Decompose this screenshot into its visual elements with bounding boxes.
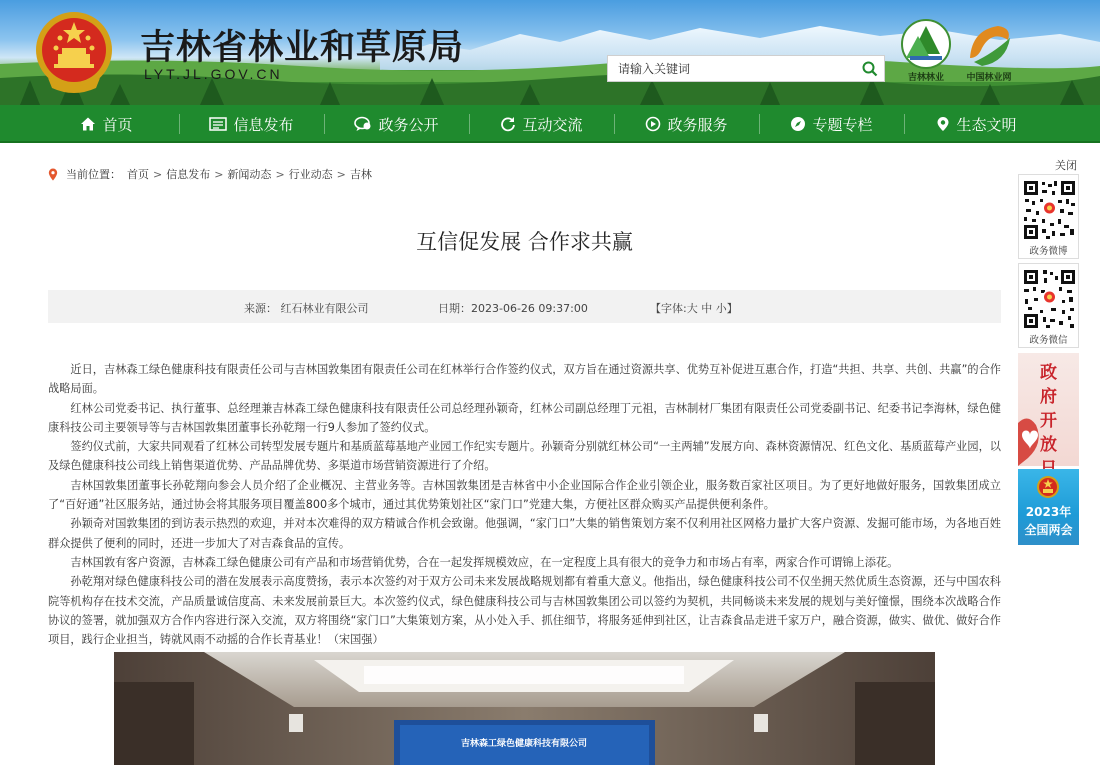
open-day-promo[interactable]: [1018, 353, 1079, 466]
nav-item-label: 互动交流: [522, 115, 583, 134]
article-paragraph: 近日，吉林森工绿色健康科技有限责任公司与吉林国敦集团有限责任公司在红林举行合作签约仪式，双方旨在通过资源共享、优势互补促进互惠合作，打造“共担、共享、共创、共赢”的合作战略局面。: [48, 363, 1001, 396]
sidebar-close-link[interactable]: 关闭: [1055, 159, 1077, 172]
search-icon: [862, 61, 878, 77]
home-icon: [80, 116, 96, 132]
open-day-text: 政府开放: [1040, 363, 1057, 455]
breadcrumb-jilin[interactable]: 吉林: [349, 168, 372, 181]
article-paragraph: 红林公司党委书记、执行董事、总经理兼吉林森工绿色健康科技有限责任公司总经理孙颖奇，红林公司副总经理丁元祖，吉林制材厂集团有限责任公司党委副书记、纪委书记李海林，绿色健康科技公司主要领导等与吉林国敦集团董事长孙乾翔一行9人参加了签约仪式。: [48, 401, 1001, 434]
article-paragraph: 吉林国敦集团董事长孙乾翔向参会人员介绍了企业概况、主营业务等。吉林国敦集团是吉林省中小企业国际合作企业引领企业，服务数百家社区项目。为了更好地做好服务，国敦集团成立了“百好通”社区服务站，通过协会将其服务项目覆盖800多个城市，通过其优势策划社区“家门口”党建大集，方便社区群众购买产品提供便利条件。: [48, 478, 1001, 512]
font-small-link[interactable]: 小: [715, 302, 727, 315]
font-medium-link[interactable]: 中: [701, 302, 713, 315]
national-emblem-icon: [32, 8, 116, 96]
wechat-qr-card[interactable]: [1018, 263, 1079, 348]
article-meta-bar: [48, 290, 1001, 323]
font-large-link[interactable]: 大: [686, 302, 698, 315]
nav-item-ecology[interactable]: [904, 105, 1049, 143]
search-input[interactable]: [608, 56, 858, 81]
nav-item-service[interactable]: [614, 105, 759, 143]
main-nav: [0, 105, 1100, 143]
nav-item-label: 首页: [102, 115, 133, 134]
weibo-qr-card[interactable]: [1018, 174, 1079, 259]
two-sessions-promo[interactable]: [1018, 469, 1079, 545]
china-forestry-logo-text: 中国林业网: [966, 73, 1012, 83]
breadcrumb-news[interactable]: 新闻动态: [227, 168, 272, 181]
info-icon: [209, 116, 227, 132]
breadcrumb-separator: >: [214, 167, 224, 181]
nav-item-home[interactable]: [34, 105, 179, 143]
article-source: 来源： 红石林业有限公司: [244, 302, 369, 315]
weibo-label: 政务微博: [1029, 246, 1068, 257]
breadcrumb-separator: >: [153, 167, 163, 181]
search-box: [607, 55, 885, 82]
header-banner: [0, 0, 1100, 105]
service-icon: [645, 116, 661, 132]
wechat-label: 政务微信: [1029, 335, 1068, 346]
nav-item-special[interactable]: [759, 105, 904, 143]
qr-code-icon: [1022, 268, 1077, 330]
article-photo: [114, 652, 935, 765]
font-size-close: 】: [726, 302, 738, 315]
compass-icon: [790, 116, 806, 132]
nav-item-gov-affairs[interactable]: [324, 105, 469, 143]
breadcrumb: [48, 166, 372, 182]
nav-item-label: 政务公开: [378, 115, 439, 134]
qr-code-icon: [1022, 179, 1077, 241]
breadcrumb-label: 当前位置：: [66, 168, 121, 181]
location-pin-icon: [48, 168, 58, 181]
location-icon: [936, 116, 950, 132]
breadcrumb-info-release[interactable]: 信息发布: [166, 168, 211, 181]
article-paragraph: 签约仪式前，大家共同观看了红林公司转型发展专题片和基质蓝莓基地产业园工作纪实专题片。孙颖奇分别就红林公司“一主两辅”发展方向、森林资源情况、红色文化、基质蓝莓产业园，以及绿色健康科技公司线上销售渠道优势、产品品牌优势、多渠道市场营销资源进行了介绍。: [48, 440, 1001, 473]
nav-item-label: 信息发布: [233, 115, 294, 134]
search-button[interactable]: [856, 56, 884, 81]
article-paragraph: 吉林国敦有客户资源，吉林森工绿色健康公司有产品和市场营销优势，合在一起发挥规模效应，在一定程度上具有很大的竞争力和市场占有率，两家合作可谓锦上添花。: [70, 555, 899, 569]
two-sessions-year: 2023年: [1025, 505, 1072, 519]
font-size-label: 【字体:: [650, 302, 687, 315]
refresh-icon: [500, 116, 516, 132]
breadcrumb-separator: >: [275, 167, 285, 181]
two-sessions-text: 全国两会: [1024, 523, 1073, 537]
font-size-switch: [650, 300, 738, 316]
breadcrumb-separator: >: [336, 167, 346, 181]
site-domain: LYT.JL.GOV.CN: [144, 66, 283, 82]
article-paragraph: 孙颖奇对国敦集团的到访表示热烈的欢迎，并对本次难得的双方精诚合作机会致谢。他强调，“家门口”大集的销售策划方案不仅利用社区网格力量扩大客户资源、发掘可能市场，为各地百姓群众提供了便利的同时，还进一步加大了对吉森食品的宣传。: [48, 517, 1001, 550]
article-paragraph: 孙乾翔对绿色健康科技公司的潜在发展表示高度赞扬，表示本次签约对于双方公司未来发展战略规划都有着重大意义。他指出，绿色健康科技公司不仅坐拥天然优质生态资源，还与中国农科院等机构存在技术交流，产品质量诚信度高、未来发展前景巨大。本次签约仪式，绿色健康科技公司与吉林国敦集团公司以签约为契机，共同畅谈未来发展的规划与美好憧憬，围绕本次战略合作协议的签署，就加强双方合作内容进行深入交流，双方将围绕“家门口”大集策划方案，从小处入手、抓住细节，将服务延伸到社区，让吉森食品走进千家万户，融合资源，做实、做优、做好合作项目，践行企业担当，铸就风雨不动摇的合作长青基业！（宋国强）: [48, 575, 1001, 647]
article-title: 互信促发展 合作求共赢: [416, 230, 633, 254]
chat-icon: [354, 116, 372, 132]
photo-screen-text: 吉林森工绿色健康科技有限公司: [460, 739, 588, 749]
nav-item-label: 专题专栏: [812, 115, 873, 134]
jilin-forestry-logo-text: 吉林林业: [907, 73, 944, 83]
nav-item-label: 政务服务: [667, 115, 728, 134]
site-title: 吉林省林业和草原局: [140, 28, 465, 68]
article-body: [48, 360, 1001, 649]
nav-item-label: 生态文明: [956, 115, 1017, 134]
breadcrumb-industry[interactable]: 行业动态: [288, 168, 333, 181]
nav-item-interaction[interactable]: [469, 105, 614, 143]
conference-room-photo: [114, 652, 935, 765]
national-emblem-icon: [1036, 475, 1060, 499]
nav-item-info[interactable]: [179, 105, 324, 143]
article-date: 日期：2023-06-26 09:37:00: [438, 302, 588, 315]
breadcrumb-home[interactable]: 首页: [127, 168, 149, 181]
